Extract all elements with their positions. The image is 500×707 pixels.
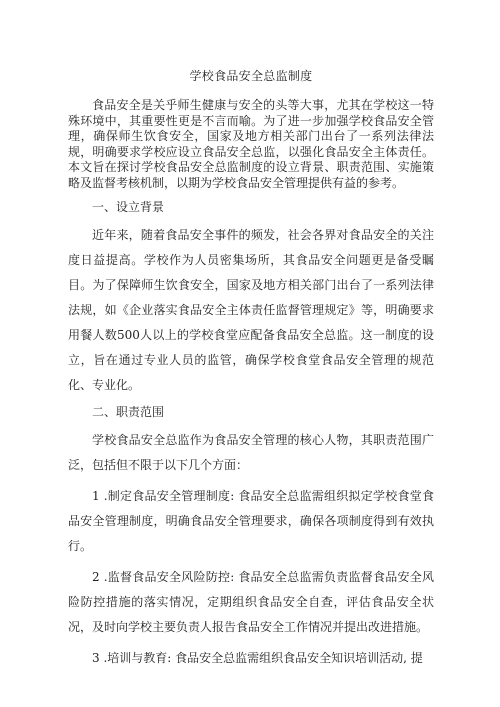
section-heading-responsibilities: 二、职责范围 — [92, 405, 165, 419]
responsibility-item-1: 1 .制定食品安全管理制度: 食品安全总监需组织拟定学校食堂食品安全管理制度，明确食品安全管理要求，确保各项制度得到有效执行。 — [68, 489, 434, 553]
responsibility-item-2: 2 .监督食品安全风险防控: 食品安全总监需负责监督食品安全风险防控措施的落实情况，定期组织食品安全自查，评估食品安全状况，及时向学校主要负责人报告食品安全工作情况并提出改进措施。 — [68, 570, 434, 634]
intro-paragraph: 食品安全是关乎师生健康与安全的头等大事，尤其在学校这一特殊环境中，其重要性更是不言而喻。为了进一步加强学校食品安全管理，确保师生饮食安全，国家及地方相关部门出台了一系列法律法规，明确要求学校应设立食品安全总监，以强化食品安全主体责任。本文旨在探讨学校食品安全总监制度的设立背景、职责范围、实施策略及监督考核机制，以期为学校食品安全管理提供有益的参考。 — [68, 98, 434, 190]
background-paragraph: 近年来，随着食品安全事件的频发，社会各界对食品安全的关注度日益提高。学校作为人员密集场所，其食品安全问题更是备受瞩目。为了保障师生饮食安全，国家及地方相关部门出台了一系列法律法规，如《企业落实食品安全主体责任监督管理规定》等，明确要求用餐人数500人以上的学校食堂应配备食品安全总监。这一制度的设立，旨在通过专业人员的监管，确保学校食堂食品安全管理的规范化、专业化。 — [68, 228, 434, 392]
responsibility-item-3: 3 .培训与教育: 食品安全总监需组织食品安全知识培训活动, 提 — [92, 651, 423, 665]
section-heading-background: 一、设立背景 — [92, 200, 165, 214]
responsibilities-paragraph: 学校食品安全总监作为食品安全管理的核心人物，其职责范围广泛，包括但不限于以下几个方面： — [68, 433, 434, 472]
document-title: 学校食品安全总监制度 — [189, 69, 313, 83]
